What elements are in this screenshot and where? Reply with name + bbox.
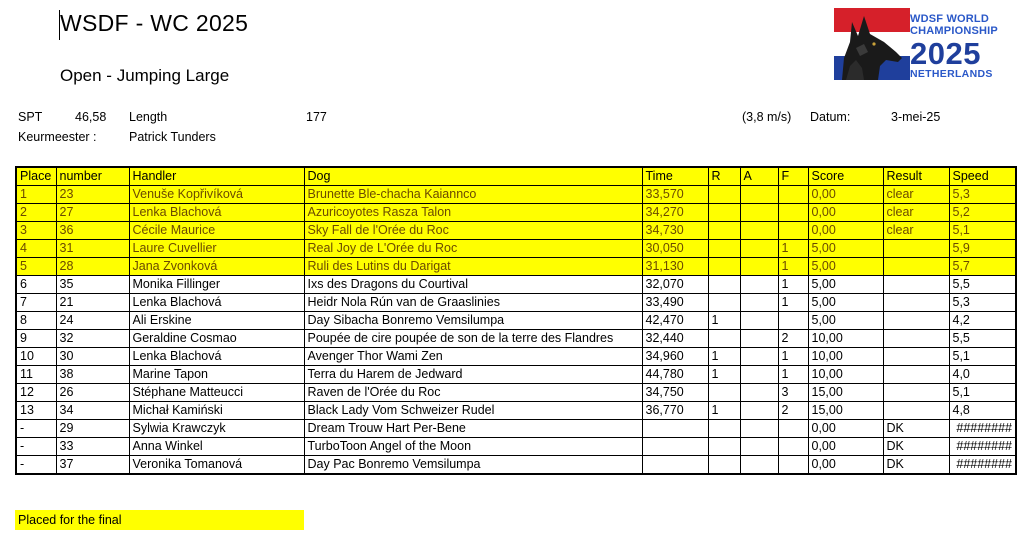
cell-score: 10,00: [808, 366, 883, 384]
cell-number: 35: [56, 276, 129, 294]
cell-dog: Ixs des Dragons du Courtival: [304, 276, 642, 294]
cell-score: 5,00: [808, 276, 883, 294]
cell-place: 9: [16, 330, 56, 348]
spt-value: 46,58: [75, 110, 107, 124]
cell-speed: 4,8: [949, 402, 1016, 420]
cell-r: [708, 330, 740, 348]
cell-time: [642, 420, 708, 438]
logo-year: 2025: [910, 36, 981, 71]
cell-time: 32,070: [642, 276, 708, 294]
cell-place: 2: [16, 204, 56, 222]
logo-text: [910, 14, 998, 80]
cell-r: [708, 420, 740, 438]
cell-time: 30,050: [642, 240, 708, 258]
cell-time: [642, 438, 708, 456]
column-header-handler: Handler: [129, 167, 304, 186]
cell-place: -: [16, 438, 56, 456]
placed-for-final-legend: Placed for the final: [15, 510, 304, 530]
cell-time: 32,440: [642, 330, 708, 348]
cell-score: 5,00: [808, 294, 883, 312]
cell-time: 44,780: [642, 366, 708, 384]
cell-r: 1: [708, 402, 740, 420]
cell-f: [778, 420, 808, 438]
cell-dog: Azuricoyotes Rasza Talon: [304, 204, 642, 222]
cell-f: 3: [778, 384, 808, 402]
cell-handler: Veronika Tomanová: [129, 456, 304, 475]
cell-speed: 5,3: [949, 186, 1016, 204]
cell-handler: Sylwia Krawczyk: [129, 420, 304, 438]
cell-time: 36,770: [642, 402, 708, 420]
cell-result: [883, 330, 949, 348]
cell-number: 32: [56, 330, 129, 348]
cell-a: [740, 222, 778, 240]
cell-handler: Venuše Kopřivíková: [129, 186, 304, 204]
cell-result: [883, 258, 949, 276]
cell-r: 1: [708, 366, 740, 384]
cell-number: 34: [56, 402, 129, 420]
cell-dog: Black Lady Vom Schweizer Rudel: [304, 402, 642, 420]
cell-result: DK: [883, 438, 949, 456]
cell-number: 31: [56, 240, 129, 258]
cell-dog: Avenger Thor Wami Zen: [304, 348, 642, 366]
cell-result: [883, 276, 949, 294]
cell-number: 38: [56, 366, 129, 384]
cell-r: [708, 222, 740, 240]
cell-a: [740, 420, 778, 438]
cell-handler: Michał Kamiński: [129, 402, 304, 420]
column-header-number: number: [56, 167, 129, 186]
cell-handler: Marine Tapon: [129, 366, 304, 384]
cell-handler: Lenka Blachová: [129, 204, 304, 222]
cell-time: 34,960: [642, 348, 708, 366]
cell-f: [778, 456, 808, 475]
cell-number: 28: [56, 258, 129, 276]
cell-dog: Heidr Nola Rún van de Graaslinies: [304, 294, 642, 312]
cell-f: [778, 204, 808, 222]
column-header-a: A: [740, 167, 778, 186]
dog-head-icon: [834, 8, 910, 80]
cell-f: 1: [778, 240, 808, 258]
cell-r: [708, 438, 740, 456]
cell-place: 1: [16, 186, 56, 204]
cell-score: 0,00: [808, 204, 883, 222]
cell-a: [740, 330, 778, 348]
cell-f: 1: [778, 348, 808, 366]
cell-f: 1: [778, 258, 808, 276]
logo-line-2: CHAMPIONSHIP: [910, 25, 998, 37]
cell-a: [740, 186, 778, 204]
cell-f: [778, 222, 808, 240]
cell-score: 5,00: [808, 312, 883, 330]
cell-speed: ########: [949, 456, 1016, 475]
cell-handler: Jana Zvonková: [129, 258, 304, 276]
cell-dog: Poupée de cire poupée de son de la terre des Flandres: [304, 330, 642, 348]
table-row: [16, 456, 1016, 475]
column-header-result: Result: [883, 167, 949, 186]
cell-speed: 5,9: [949, 240, 1016, 258]
cell-a: [740, 438, 778, 456]
cell-dog: Dream Trouw Hart Per-Bene: [304, 420, 642, 438]
cell-speed: 4,0: [949, 366, 1016, 384]
cell-score: 0,00: [808, 420, 883, 438]
cell-place: -: [16, 456, 56, 475]
cell-number: 24: [56, 312, 129, 330]
column-header-f: F: [778, 167, 808, 186]
cell-r: 1: [708, 312, 740, 330]
cell-r: [708, 456, 740, 475]
cell-r: [708, 240, 740, 258]
cell-dog: Raven de l'Orée du Roc: [304, 384, 642, 402]
cell-time: [642, 456, 708, 475]
cell-result: DK: [883, 456, 949, 475]
cell-f: 2: [778, 402, 808, 420]
cell-r: [708, 294, 740, 312]
cell-result: [883, 240, 949, 258]
column-header-dog: Dog: [304, 167, 642, 186]
column-header-r: R: [708, 167, 740, 186]
cell-handler: Ali Erskine: [129, 312, 304, 330]
cell-number: 37: [56, 456, 129, 475]
table-row: [16, 312, 1016, 330]
cell-score: 5,00: [808, 258, 883, 276]
table-row: [16, 438, 1016, 456]
table-row: [16, 276, 1016, 294]
column-header-score: Score: [808, 167, 883, 186]
cell-dog: Brunette Ble-chacha Kaiannco: [304, 186, 642, 204]
results-table: [15, 166, 1017, 475]
logo-country: NETHERLANDS: [910, 68, 993, 80]
cell-a: [740, 384, 778, 402]
cell-place: 8: [16, 312, 56, 330]
cell-result: clear: [883, 186, 949, 204]
cell-f: [778, 186, 808, 204]
table-row: [16, 240, 1016, 258]
cell-f: 2: [778, 330, 808, 348]
cell-dog: Day Sibacha Bonremo Vemsilumpa: [304, 312, 642, 330]
cell-place: -: [16, 420, 56, 438]
cell-handler: Anna Winkel: [129, 438, 304, 456]
cell-speed: 5,3: [949, 294, 1016, 312]
cell-score: 0,00: [808, 456, 883, 475]
cell-handler: Monika Fillinger: [129, 276, 304, 294]
cell-speed: 5,5: [949, 276, 1016, 294]
page-title: WSDF - WC 2025: [60, 10, 249, 36]
table-row: [16, 186, 1016, 204]
cell-result: [883, 348, 949, 366]
table-row: [16, 222, 1016, 240]
table-row: [16, 294, 1016, 312]
judge-value: Patrick Tunders: [129, 130, 216, 144]
cell-time: 34,750: [642, 384, 708, 402]
table-row: [16, 204, 1016, 222]
cell-score: 0,00: [808, 186, 883, 204]
cell-a: [740, 258, 778, 276]
table-row: [16, 330, 1016, 348]
cell-a: [740, 348, 778, 366]
cell-dog: Terra du Harem de Jedward: [304, 366, 642, 384]
cell-result: [883, 384, 949, 402]
cell-speed: 5,1: [949, 222, 1016, 240]
cell-speed: ########: [949, 420, 1016, 438]
table-row: [16, 420, 1016, 438]
cell-result: [883, 312, 949, 330]
cell-f: 1: [778, 366, 808, 384]
table-row: [16, 402, 1016, 420]
cell-place: 13: [16, 402, 56, 420]
cell-number: 33: [56, 438, 129, 456]
cell-dog: Ruli des Lutins du Darigat: [304, 258, 642, 276]
cell-r: 1: [708, 348, 740, 366]
cell-a: [740, 204, 778, 222]
cell-number: 23: [56, 186, 129, 204]
cell-score: 10,00: [808, 348, 883, 366]
cell-f: 1: [778, 276, 808, 294]
cell-r: [708, 384, 740, 402]
spt-label: SPT: [18, 110, 43, 124]
cell-time: 34,730: [642, 222, 708, 240]
cell-r: [708, 276, 740, 294]
logo-line-1: WDSF WORLD: [910, 13, 989, 25]
cell-score: 10,00: [808, 330, 883, 348]
cell-r: [708, 204, 740, 222]
cell-a: [740, 294, 778, 312]
cell-place: 12: [16, 384, 56, 402]
cell-a: [740, 276, 778, 294]
cell-a: [740, 312, 778, 330]
cell-dog: TurboToon Angel of the Moon: [304, 438, 642, 456]
cell-place: 4: [16, 240, 56, 258]
cell-dog: Sky Fall de l'Orée du Roc: [304, 222, 642, 240]
cell-r: [708, 258, 740, 276]
datum-value: 3-mei-25: [891, 110, 941, 124]
cell-dog: Day Pac Bonremo Vemsilumpa: [304, 456, 642, 475]
cell-a: [740, 402, 778, 420]
cell-score: 0,00: [808, 438, 883, 456]
table-row: [16, 348, 1016, 366]
cell-a: [740, 456, 778, 475]
table-row: [16, 366, 1016, 384]
cell-number: 30: [56, 348, 129, 366]
cell-handler: Stéphane Matteucci: [129, 384, 304, 402]
cell-r: [708, 186, 740, 204]
cell-time: 31,130: [642, 258, 708, 276]
course-speed: (3,8 m/s): [742, 110, 792, 124]
column-header-time: Time: [642, 167, 708, 186]
cell-a: [740, 366, 778, 384]
cell-result: [883, 402, 949, 420]
cell-number: 27: [56, 204, 129, 222]
cell-result: [883, 294, 949, 312]
page-subtitle: Open - Jumping Large: [60, 66, 230, 85]
cell-number: 26: [56, 384, 129, 402]
cell-handler: Lenka Blachová: [129, 348, 304, 366]
length-value: 177: [306, 110, 327, 124]
cell-time: 33,570: [642, 186, 708, 204]
cell-place: 7: [16, 294, 56, 312]
cell-speed: ########: [949, 438, 1016, 456]
cell-place: 3: [16, 222, 56, 240]
cell-score: 0,00: [808, 222, 883, 240]
cell-f: 1: [778, 294, 808, 312]
cell-handler: Lenka Blachová: [129, 294, 304, 312]
cell-speed: 5,7: [949, 258, 1016, 276]
judge-label: Keurmeester :: [18, 130, 97, 144]
cell-place: 5: [16, 258, 56, 276]
cell-result: clear: [883, 204, 949, 222]
table-row: [16, 384, 1016, 402]
cell-place: 11: [16, 366, 56, 384]
cell-a: [740, 240, 778, 258]
cell-speed: 5,1: [949, 384, 1016, 402]
cell-dog: Real Joy de L'Orée du Roc: [304, 240, 642, 258]
cell-time: 34,270: [642, 204, 708, 222]
cell-score: 15,00: [808, 402, 883, 420]
cell-place: 10: [16, 348, 56, 366]
datum-label: Datum:: [810, 110, 851, 124]
cell-result: [883, 366, 949, 384]
cell-time: 33,490: [642, 294, 708, 312]
cell-place: 6: [16, 276, 56, 294]
table-header-row: [16, 167, 1016, 186]
cell-f: [778, 312, 808, 330]
cell-time: 42,470: [642, 312, 708, 330]
length-label: Length: [129, 110, 168, 124]
column-header-place: Place: [16, 167, 56, 186]
cell-speed: 5,2: [949, 204, 1016, 222]
cell-result: DK: [883, 420, 949, 438]
cell-speed: 4,2: [949, 312, 1016, 330]
cell-speed: 5,5: [949, 330, 1016, 348]
cell-result: clear: [883, 222, 949, 240]
cell-number: 29: [56, 420, 129, 438]
cell-handler: Geraldine Cosmao: [129, 330, 304, 348]
cell-number: 21: [56, 294, 129, 312]
cell-number: 36: [56, 222, 129, 240]
column-header-speed: Speed: [949, 167, 1016, 186]
cell-speed: 5,1: [949, 348, 1016, 366]
cell-f: [778, 438, 808, 456]
cell-score: 5,00: [808, 240, 883, 258]
cell-score: 15,00: [808, 384, 883, 402]
table-row: [16, 258, 1016, 276]
cell-handler: Laure Cuvellier: [129, 240, 304, 258]
cell-handler: Cécile Maurice: [129, 222, 304, 240]
